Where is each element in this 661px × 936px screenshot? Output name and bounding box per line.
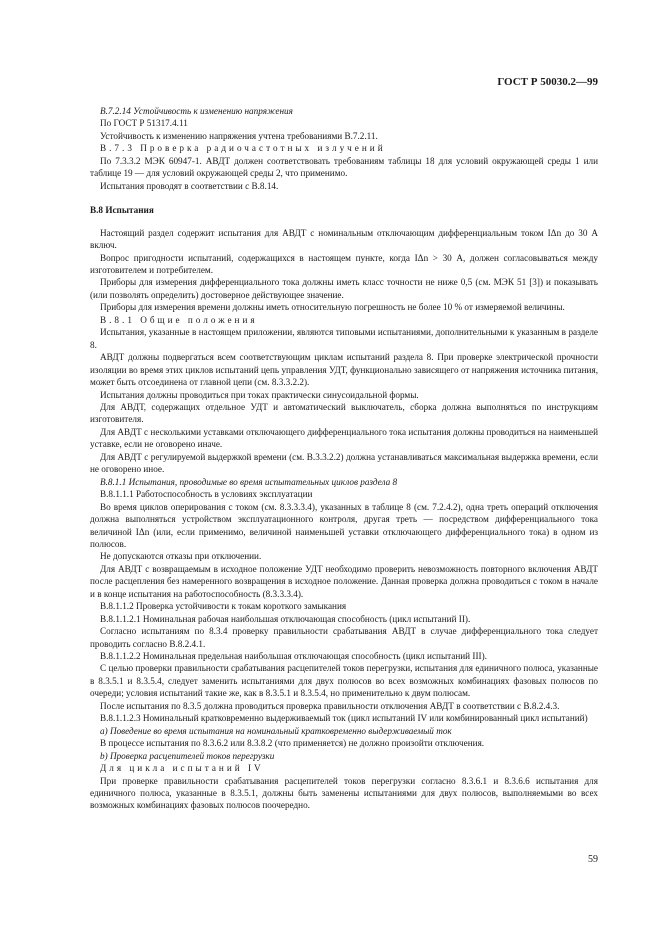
paragraph: Испытания, указанные в настоящем приложении, являются типовыми испытаниями, дополнительными к указанным в разделе 8.	[90, 327, 598, 350]
paragraph: После испытания по 8.3.5 должна проводиться проверка правильности отключения АВДТ в соответствии с В.8.2.4.3.	[100, 700, 560, 711]
paragraph: В.8.1.1.2.3 Номинальный кратковременно выдерживаемый ток (цикл испытаний IV или комбинированный цикл испытаний)	[100, 713, 588, 724]
paragraph: Вопрос пригодности испытаний, содержащихся в настоящем пункте, когда IΔn > 30 А, должен согласовываться между изготовителем и потребителем.	[90, 252, 598, 275]
paragraph: Согласно испытаниям по 8.3.4 проверку правильности срабатывания АВДТ в случае дифференциального тока следует проводить согласно В.8.2.4.1.	[90, 626, 598, 649]
subclause-title: В.8.1.1 Испытания, проводимые во время испытательных циклов раздела 8	[100, 476, 398, 487]
paragraph: В.8.1.1.2.1 Номинальная рабочая наибольшая отключающая способность (цикл испытаний II).	[100, 613, 471, 624]
paragraph: Приборы для измерения времени должны иметь относительную погрешность не более 10 % от измеряемой величины.	[100, 302, 565, 313]
document-body	[90, 105, 598, 812]
paragraph: Устойчивость к изменению напряжения учтена требованиями В.7.2.11.	[100, 130, 378, 141]
paragraph: Для АВДТ с несколькими уставками отключающего дифференциального тока испытания должны проводиться на наименьшей уставке, если не оговорено иначе.	[90, 426, 598, 450]
paragraph: В процессе испытания по 8.3.6.2 или 8.3.8.2 (что применяется) не должно произойти отключения.	[100, 738, 485, 749]
section-heading: В.8 Испытания	[90, 205, 154, 216]
paragraph: В.8.1.1.2.2 Номинальная предельная наибольшая отключающая способность (цикл испытаний III).	[100, 651, 487, 662]
subclause-title: В.7.2.14 Устойчивость к изменению напряжения	[100, 106, 293, 116]
paragraph: Приборы для измерения дифференциального тока должны иметь класс точности не ниже 0,5 (см. МЭК 51 [3]) и показывать (или позволять определить) достоверное действующее значение.	[90, 277, 598, 300]
paragraph: Во время циклов оперирования с током (см. 8.3.3.3.4), указанных в таблице 8 (см. 7.2.4.2), одна треть операций отключения должна выполняться устройством эксплуатационного контроля, другая треть — посредством дифференциального тока величиной IΔn (или, если применимо, величиной наименьшей уставки отключающего дифференциального тока) в одном из полюсов.	[90, 501, 598, 549]
paragraph: Для АВДТ с регулируемой выдержкой времени (см. В.3.3.2.2) должна устанавливаться максимальная выдержка времени, если не оговорено иное.	[90, 451, 598, 475]
paragraph: По ГОСТ Р 51317.4.11	[100, 118, 188, 129]
paragraph: Для АВДТ, содержащих отдельное УДТ и автоматический выключатель, сборка должна выполняться по инструкциям изготовителя.	[90, 401, 598, 425]
page-number: 59	[588, 854, 598, 865]
paragraph: АВДТ должны подвергаться всем соответствующим циклам испытаний раздела 8. При проверке электрической прочности изоляции во время этих циклов испытаний цепь управления УДТ, функционально зависящего от напряжения источника питания, может быть отсоединена от главной цепи (см. 8.3.3.2.2).	[90, 352, 598, 388]
paragraph: По 7.3.3.2 МЭК 60947-1. АВДТ должен соответствовать требованиям таблицы 18 для условий окружающей среды 1 или таблице 19 — для условий окружающей среды 2, что применимо.	[90, 155, 598, 179]
subclause-title: В.7.3 Проверка радиочастотных излучений	[100, 143, 386, 154]
paragraph: Настоящий раздел содержит испытания для АВДТ с номинальным отключающим дифференциальным током IΔn до 30 А включ.	[90, 227, 598, 251]
paragraph: В.8.1.1.2 Проверка устойчивости к токам короткого замыкания	[100, 601, 347, 612]
paragraph: При проверке правильности срабатывания расцепителей токов перегрузки согласно 8.3.6.1 и 8.3.6.6 испытания для единичного полюса, указанные в 8.3.5.1, должны быть заменены испытаниями для двух полюсов, выполняемыми во всех возможных комбинациях фазовых полюсов поочередно.	[90, 775, 598, 811]
paragraph: Испытания должны проводиться при токах практически синусоидальной формы.	[100, 389, 419, 400]
document-header: ГОСТ Р 50030.2—99	[497, 76, 598, 88]
subclause-title: В.8.1 Общие положения	[100, 314, 258, 325]
paragraph: С целью проверки правильности срабатывания расцепителей токов перегрузки, испытания для единичного полюса, указанные в 8.3.5.1 и 8.3.5.4, следует заменить испытаниями для двух полюсов во всех возможных комбинациях фазовых полюсов по очереди; условия испытаний такие же, как в 8.3.5.1 и 8.3.5.4, но применительно к двум полюсам.	[90, 663, 598, 699]
list-item: a) Поведение во время испытания на номинальный кратковременно выдерживаемый ток	[100, 725, 452, 736]
paragraph: В.8.1.1.1 Работоспособность в условиях эксплуатации	[100, 489, 313, 500]
paragraph: Не допускаются отказы при отключении.	[100, 551, 262, 562]
list-item: b) Проверка расцепителей токов перегрузки	[100, 750, 275, 761]
paragraph: Для АВДТ с возвращаемым в исходное положение УДТ необходимо проверить невозможность повторного включения АВДТ после расцепления без намеренного возвращения в исходное положение. Данная проверка должна проводиться с током в начале и в конце испытания на работоспособность (8.3.3.3.4).	[90, 563, 598, 599]
paragraph: Испытания проводят в соответствии с В.8.14.	[100, 180, 279, 191]
subclause-title: Для цикла испытаний IV	[100, 763, 264, 774]
